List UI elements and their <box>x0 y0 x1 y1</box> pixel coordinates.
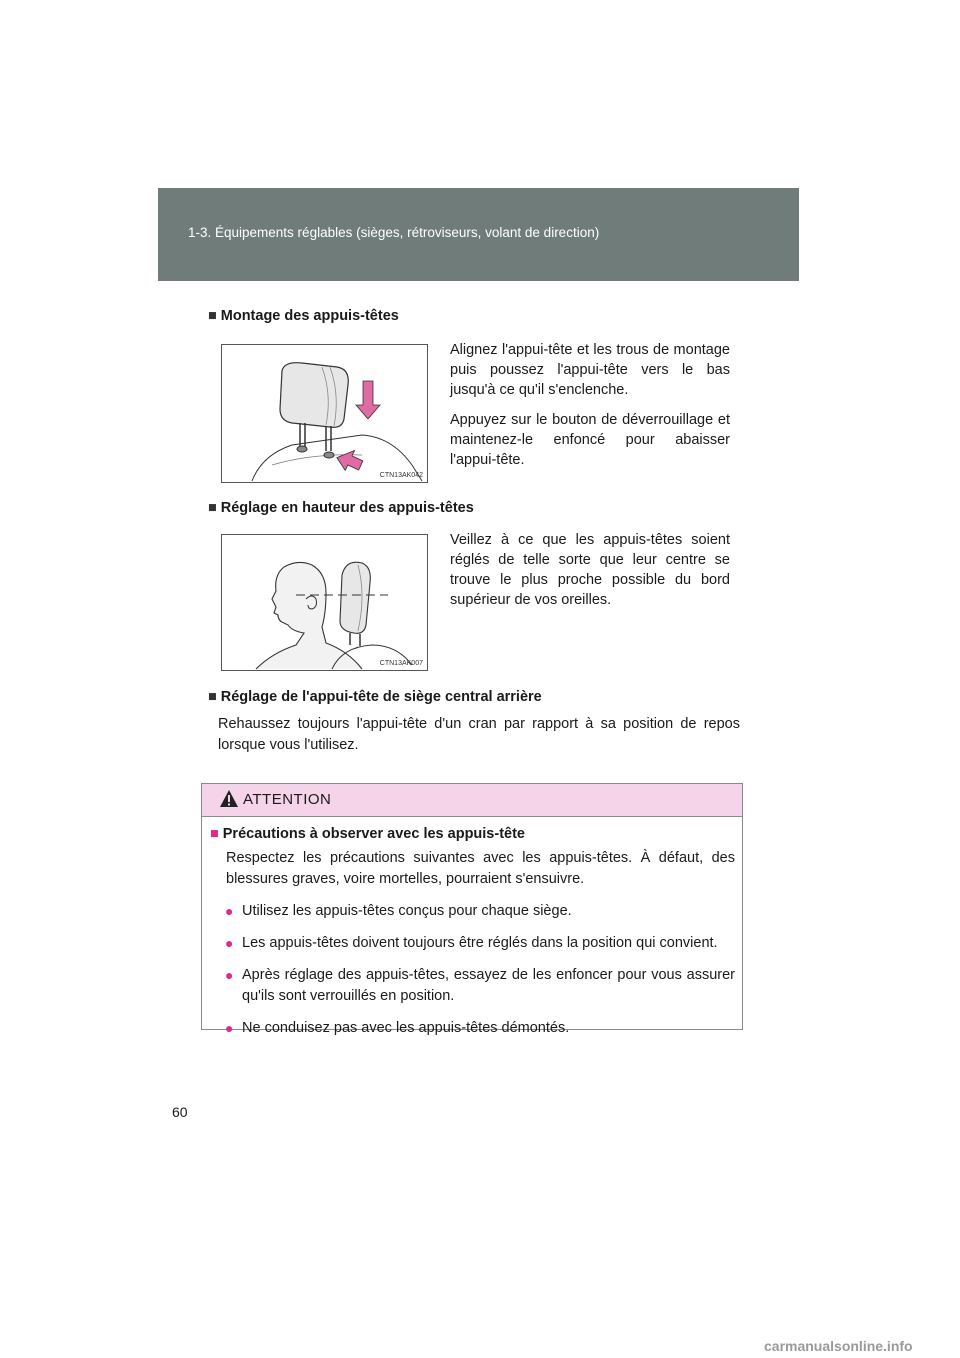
paragraph: Appuyez sur le bouton de déverrouillage et maintenez-le enfoncé pour abaisser l'appui-tête. <box>450 412 730 468</box>
square-bullet-icon: ■ <box>208 500 217 516</box>
circle-bullet-icon: ● <box>225 903 234 919</box>
warning-item: ● Ne conduisez pas avec les appuis-têtes démontés. <box>210 1018 735 1039</box>
chapter-header-band <box>158 188 799 281</box>
figure-code: CTN13AK042 <box>379 472 423 479</box>
warning-item: ● Après réglage des appuis-têtes, essayez de les enfoncer pour vous assurer qu'ils sont verrouillés en position. <box>225 967 735 1004</box>
illustration-headrest-height <box>221 534 428 671</box>
section-heading-mounting: ■ Montage des appuis-têtes <box>208 308 399 324</box>
page-number: 60 <box>172 1104 188 1120</box>
square-bullet-icon: ■ <box>210 826 219 842</box>
illustration-headrest-mounting <box>221 344 428 483</box>
chapter-title: 1-3. Équipements réglables (sièges, rétroviseurs, volant de direction) <box>188 225 600 240</box>
paragraph: Alignez l'appui-tête et les trous de montage puis poussez l'appui-tête vers le bas jusqu'à ce qu'il s'enclenche. <box>450 342 730 398</box>
square-bullet-icon: ■ <box>208 308 217 324</box>
height-instructions <box>450 530 730 620</box>
warning-title: ATTENTION <box>243 791 332 808</box>
warning-subheading: ■ Précautions à observer avec les appuis-tête <box>210 826 525 842</box>
warning-header <box>202 784 742 817</box>
circle-bullet-icon: ● <box>225 967 234 983</box>
figure-code: CTN13AK007 <box>379 660 423 667</box>
paragraph: Veillez à ce que les appuis-têtes soient réglés de telle sorte que leur centre se trouve le plus proche possible du bord supérieur de vos oreilles. <box>450 532 730 608</box>
square-bullet-icon: ■ <box>208 689 217 705</box>
circle-bullet-icon: ● <box>225 1020 234 1036</box>
center-rear-instructions: Rehaussez toujours l'appui-tête d'un cran par rapport à sa position de repos lorsque vous l'utilisez. <box>218 716 740 753</box>
watermark: carmanualsonline.info <box>764 1338 913 1354</box>
warning-intro: Respectez les précautions suivantes avec les appuis-têtes. À défaut, des blessures graves, voire mortelles, pourraient s'ensuivre. <box>226 850 735 887</box>
section-heading-center-rear: ■ Réglage de l'appui-tête de siège central arrière <box>208 689 542 705</box>
warning-item: ● Les appuis-têtes doivent toujours être réglés dans la position qui convient. <box>210 933 735 954</box>
section-heading-height: ■ Réglage en hauteur des appuis-têtes <box>208 500 474 516</box>
warning-box <box>201 783 743 1036</box>
warning-triangle-icon <box>219 789 239 809</box>
circle-bullet-icon: ● <box>225 935 234 951</box>
warning-item: ● Utilisez les appuis-têtes conçus pour chaque siège. <box>210 901 735 922</box>
mounting-instructions <box>450 340 730 480</box>
warning-body <box>210 826 735 1050</box>
